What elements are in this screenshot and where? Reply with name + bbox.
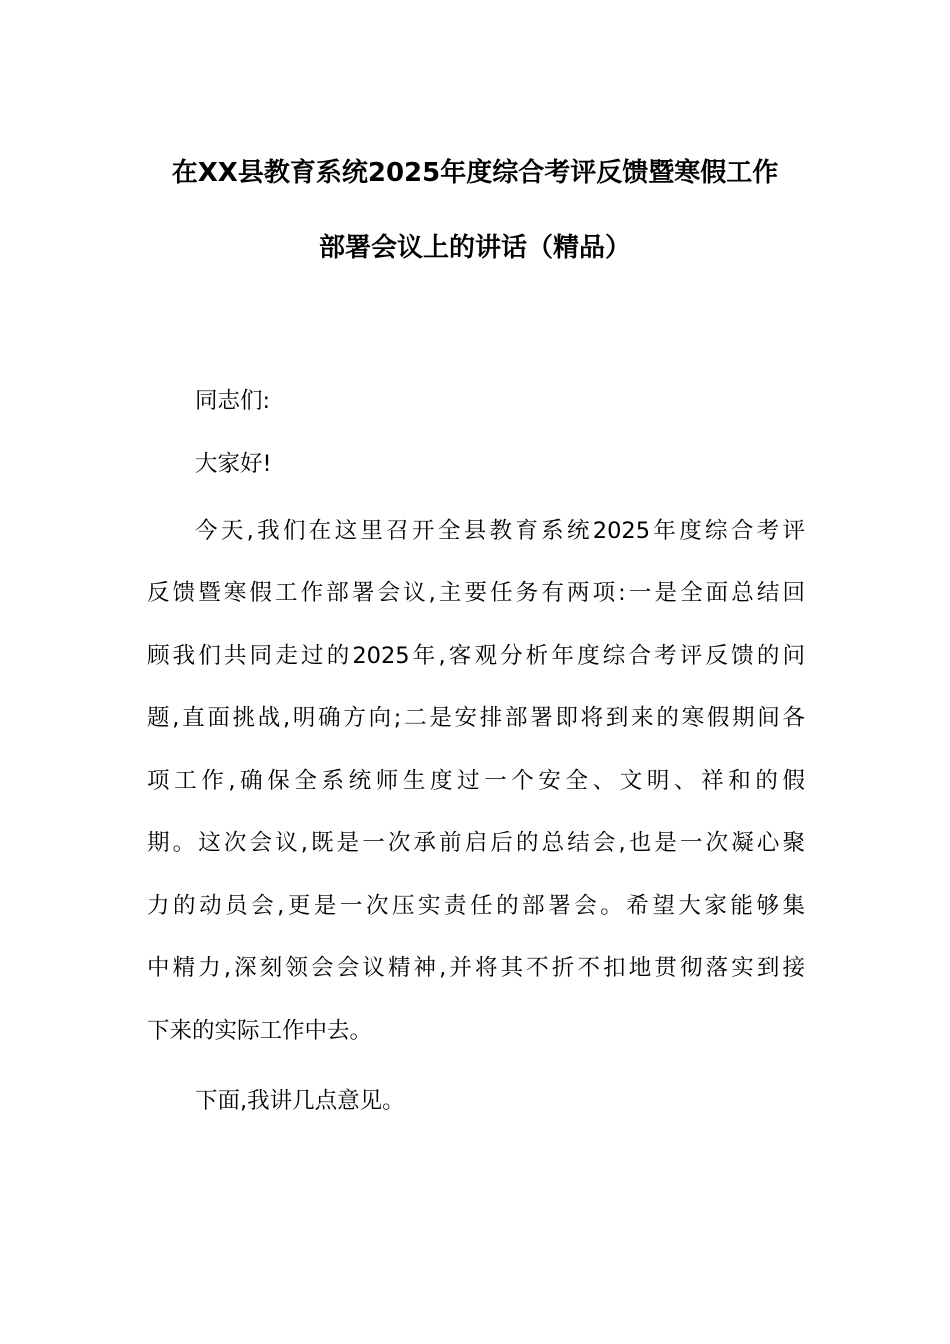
- hello: 大家好!: [195, 450, 272, 477]
- paragraph-line: 期。这次会议,既是一次承前启后的总结会,也是一次凝心聚: [147, 830, 805, 856]
- paragraph-line: 中精力,深刻领会会议精神,并将其不折不扣地贯彻落实到接: [147, 955, 805, 981]
- paragraph-line: 反馈暨寒假工作部署会议,主要任务有两项:一是全面总结回: [147, 580, 805, 606]
- paragraph-line: 项工作,确保全系统师生度过一个安全、文明、祥和的假: [147, 767, 805, 794]
- greeting: 同志们:: [195, 388, 271, 414]
- document-title-line-1: 在XX县教育系统2025年度综合考评反馈暨寒假工作: [171, 158, 779, 188]
- closing-line: 下面,我讲几点意见。: [195, 1087, 405, 1114]
- paragraph-line: 题,直面挑战,明确方向;二是安排部署即将到来的寒假期间各: [147, 705, 805, 731]
- paragraph-line: 下来的实际工作中去。: [147, 1017, 373, 1044]
- paragraph-line: 顾我们共同走过的2025年,客观分析年度综合考评反馈的问: [147, 642, 805, 669]
- document-title-line-2: 部署会议上的讲话（精品）: [318, 233, 631, 263]
- document-body: [147, 386, 805, 1148]
- main-paragraph: [147, 516, 805, 1086]
- paragraph-line: 今天,我们在这里召开全县教育系统2025年度综合考评: [195, 517, 805, 544]
- paragraph-line: 力的动员会,更是一次压实责任的部署会。希望大家能够集: [147, 892, 805, 919]
